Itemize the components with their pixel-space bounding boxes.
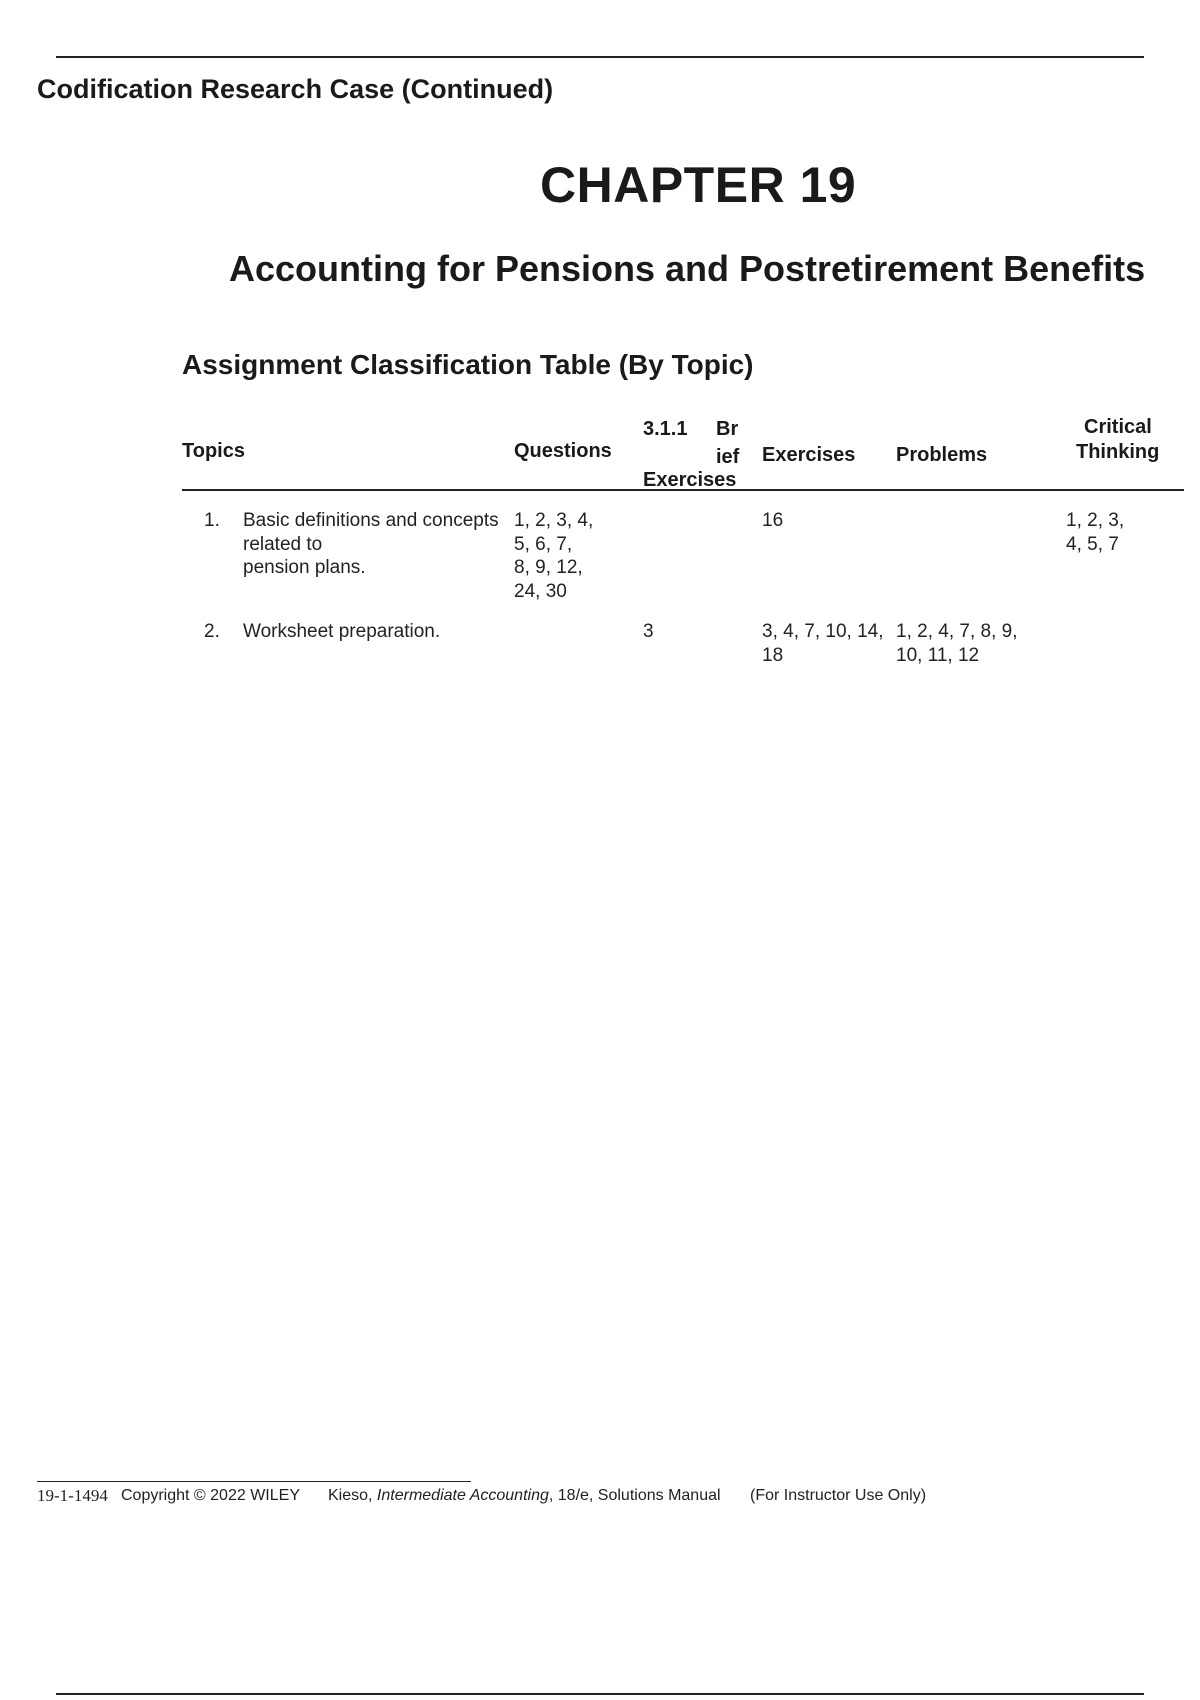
row-number: 2. [204, 621, 220, 642]
bottom-rule [56, 1693, 1144, 1695]
chapter-label: CHAPTER 19 [540, 157, 857, 213]
row-topic: Worksheet preparation. [243, 621, 441, 642]
chapter-title: Accounting for Pensions and Postretirement Benefits [229, 248, 1146, 289]
row-topic: Basic definitions and concepts related to pension plans. [243, 510, 499, 578]
header-brief-exercises-number: 3.1.1 [643, 418, 688, 440]
row-exercises: 3, 4, 7, 10, 14, 18 [762, 621, 884, 666]
footer-book-title: Intermediate Accounting [376, 1487, 549, 1504]
row-problems: 1, 2, 4, 7, 8, 9, 10, 11, 12 [896, 621, 1018, 666]
footer-rule [37, 1481, 471, 1482]
row-brief-exercises: 3 [643, 621, 654, 642]
header-exercises: Exercises [762, 444, 856, 466]
header-brief-exercises-line2: ief [716, 446, 740, 468]
row-critical-thinking: 1, 2, 3, 4, 5, 7 [1066, 510, 1125, 555]
row-number: 1. [204, 510, 220, 531]
footer-book-credit: Kieso, Intermediate Accounting, 18/e, Solutions Manual [328, 1487, 721, 1504]
footer-copyright: Copyright © 2022 WILEY [121, 1487, 300, 1504]
header-problems: Problems [896, 444, 988, 466]
footer-page-number: 19-1-1494 [37, 1486, 108, 1505]
footer-usage-note: (For Instructor Use Only) [750, 1487, 927, 1504]
header-critical-thinking-line1: Critical [1084, 416, 1152, 438]
header-critical-thinking-line2: Thinking [1076, 441, 1160, 463]
header-brief-exercises-line3: Exercises [643, 469, 737, 491]
running-head: Codification Research Case (Continued) [37, 74, 554, 104]
row-exercises: 16 [762, 510, 784, 531]
row-questions: 1, 2, 3, 4, 5, 6, 7, 8, 9, 12, 24, 30 [514, 510, 594, 602]
header-topics: Topics [182, 440, 245, 462]
section-title: Assignment Classification Table (By Topic) [182, 349, 754, 380]
header-questions: Questions [514, 440, 612, 462]
header-brief-exercises-line1: Br [716, 418, 739, 440]
top-rule [56, 56, 1144, 58]
header-rule [182, 489, 1184, 491]
